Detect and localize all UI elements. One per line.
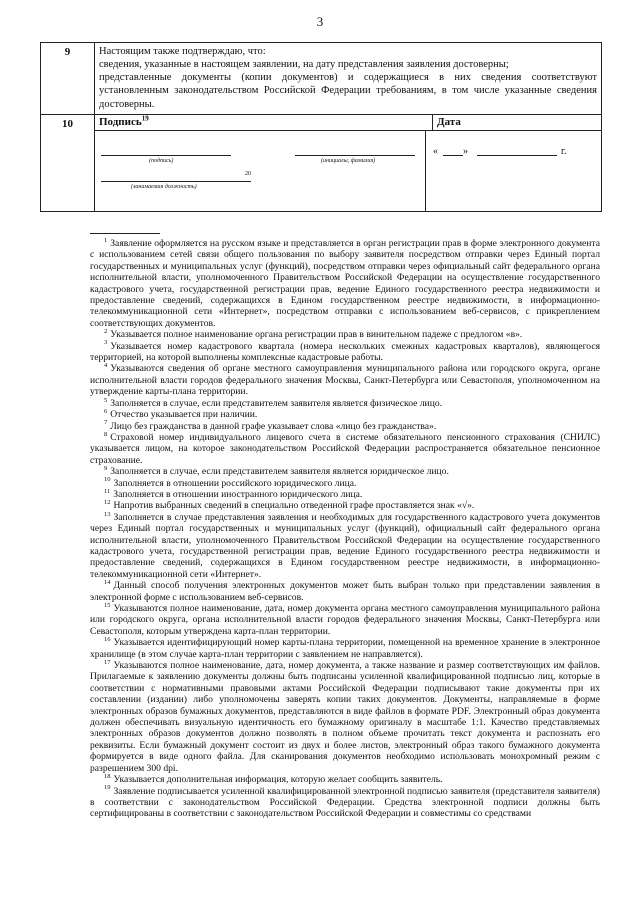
- date-header: Дата: [437, 115, 461, 128]
- signature-header: Подпись$^{19}$: [95, 115, 433, 130]
- confirmation-text: [95, 43, 601, 114]
- footnote: $^{13}$ Заполняется в случае представления заявления и необходимых для государственного кадастрового учета документов через Единый портал государственных и муниципальных услуг (функций), официальный сайт федерального органа исполнительной власти, уполномоченного Правительством Российской Федерации на осуществление государственного кадастрового учета, государственной регистрации прав, ведение Единого государственного реестра недвижимости и предоставление сведений, содержащихся в Едином государственном реестре недвижимости, в информационно-телекоммуникационной сети «Интернет».: [90, 510, 600, 580]
- page-number: 3: [316, 14, 324, 29]
- footnote: $^{10}$ Заполняется в отношении российского юридического лица.: [104, 476, 357, 489]
- footnote: $^7$ Лицо без гражданства в данной графе указывает слова «лицо без гражданства».: [104, 419, 437, 432]
- footnote: $^1$ Заявление оформляется на русском языке и представляется в орган регистрации прав в форме электронного документа с использованием сетей связи общего пользования по выбору заявителя посредством отправки через Единый портал государственных и муниципальных услуг (функций), посредством отправки через официальный сайт федерального органа исполнительной власти, уполномоченного Правительством Российской Федерации на осуществление государственного кадастрового учета, государственной регистрации прав, ведение Единого государственного реестра недвижимости и предоставление сведений, содержащихся в Едином государственном реестре недвижимости, в информационно-телекоммуникационной сети «Интернет», посредством отправки с использованием веб-сервисов, с прикреплением соответствующих документов.: [90, 236, 600, 329]
- position-line[interactable]: [101, 181, 251, 182]
- footnote: $^8$ Страховой номер индивидуального лицевого счета в системе обязательного пенсионного страхования (СНИЛС) указывается лицом, на которое законодательством Российской Федерации распространяется обязательное пенсионное страхование.: [90, 430, 600, 466]
- footnote: $^2$ Указывается полное наименование органа регистрации прав в винительном падеже с предлогом «в».: [104, 328, 523, 341]
- date-month-year-line[interactable]: [477, 155, 557, 156]
- signature-caption: (подпись): [149, 157, 174, 164]
- date-year-suffix: г.: [561, 145, 567, 157]
- confirmation-line: представленные документы (копии документов) и содержащиеся в них сведения соответствуют установленным законодательством Российской Федерации требованиям, в том числе указанные сведения достоверны.: [99, 72, 597, 110]
- date-close-quote: »: [463, 145, 468, 157]
- footnote: $^9$ Заполняется в случае, если представителем заявителя является юридическое лицо.: [104, 464, 449, 478]
- footnote: $^5$ Заполняется в случае, если представителем заявителя является физическое лицо.: [104, 396, 443, 409]
- date-open-quote: «: [433, 145, 438, 157]
- footnotes: [90, 238, 600, 820]
- footnote: $^6$ Отчество указывается при наличии.: [104, 407, 258, 421]
- footnote: $^{12}$ Напротив выбранных сведений в специально отведенной графе проставляется знак «√».: [104, 499, 475, 512]
- signature-header-row: [95, 115, 601, 131]
- signature-block: [95, 115, 601, 211]
- footnote: $^{18}$ Указывается дополнительная информация, которую желает сообщить заявитель.: [104, 772, 443, 786]
- footnote: $^4$ Указываются сведения об органе местного самоуправления муниципального района или городского округа, органе исполнительной власти городов федерального значения Москвы, Санкт-Петербурга или Севастополя, уполномоченном на утверждение карты-плана территории.: [90, 362, 600, 398]
- confirmation-line: сведения, указанные в настоящем заявлении, на дату представления заявления достоверны;: [99, 59, 509, 71]
- name-line[interactable]: [295, 155, 415, 156]
- position-caption: (занимаемая должность): [131, 183, 197, 190]
- confirmation-line: Настоящим также подтверждаю, что:: [99, 46, 266, 57]
- row-number: 9: [41, 43, 95, 114]
- position-sup: 20: [245, 170, 251, 177]
- footnote: $^{15}$ Указываются полное наименование, дата, номер документа органа местного самоуправления муниципального района или городского округа, органа исполнительной власти городов федерального значения Москвы, Санкт-Петербурга или Севастополя, которым утверждена карта-план территории.: [90, 601, 600, 637]
- row-number: 10: [41, 115, 95, 211]
- footnote: $^{11}$ Заполняется в отношении иностранного юридического лица.: [104, 487, 363, 500]
- footnote: $^3$ Указывается номер кадастрового квартала (номера нескольких смежных кадастровых кварталов), являющегося территорией, на которой выполнены комплексные кадастровые работы.: [90, 339, 600, 364]
- name-caption: (инициалы, фамилия): [321, 157, 376, 164]
- footnote: $^{17}$ Указываются полное наименование, дата, номер документа, а также название и размер соответствующих им файлов. Прилагаемые к заявлению документы должны быть подписаны усиленной квалифицированной подписью лиц, которые в соответствии с нормативными правовыми актами Российской Федерации подписывают такие документы при их составлении (издании) либо уполномочены заверять копии таких документов. Документы, направляемые в форме электронных образов бумажных документов, представляются в виде файлов в формате PDF. Электронный образ документа должен обеспечивать визуальную идентичность его бумажному оригиналу в масштабе 1:1. Качество представляемых электронных образов документов должно позволять в полном объеме прочитать текст документа и распознать его реквизиты. Если бумажный документ состоит из двух и более листов, электронный образ такого бумажного документа формируется в виде одного файла. Для сканирования документов необходимо использовать монохромный режим с разрешением 300 dpi.: [90, 658, 600, 774]
- signature-line[interactable]: [101, 155, 231, 156]
- form-row-10: [41, 115, 601, 211]
- date-day-line[interactable]: [443, 155, 463, 156]
- footnote: $^{16}$ Указывается идентифицирующий номер карты-плана территории, помещенной на временное хранение в электронное хранилище (в этом случае карта-план территории с заявлением не направляется).: [90, 636, 600, 660]
- signature-fields: [95, 131, 601, 211]
- footnote: $^{14}$ Данный способ получения электронных документов может быть выбран только при представлении заявления в электронной форме с использованием веб-сервисов.: [90, 579, 600, 603]
- column-divider: [425, 131, 426, 211]
- footnote-separator: [90, 233, 160, 234]
- form-table: [40, 42, 602, 212]
- form-row-9: [41, 43, 601, 115]
- footnote: $^{19}$ Заявление подписывается усиленной квалифицированной электронной подписью заявителя (представителя заявителя) в соответствии с законодательством Российской Федерации. Средства электронной подписи должны быть сертифицированы в соответствии с законодательством Российской Федерации и совместимы со средствами: [90, 784, 600, 820]
